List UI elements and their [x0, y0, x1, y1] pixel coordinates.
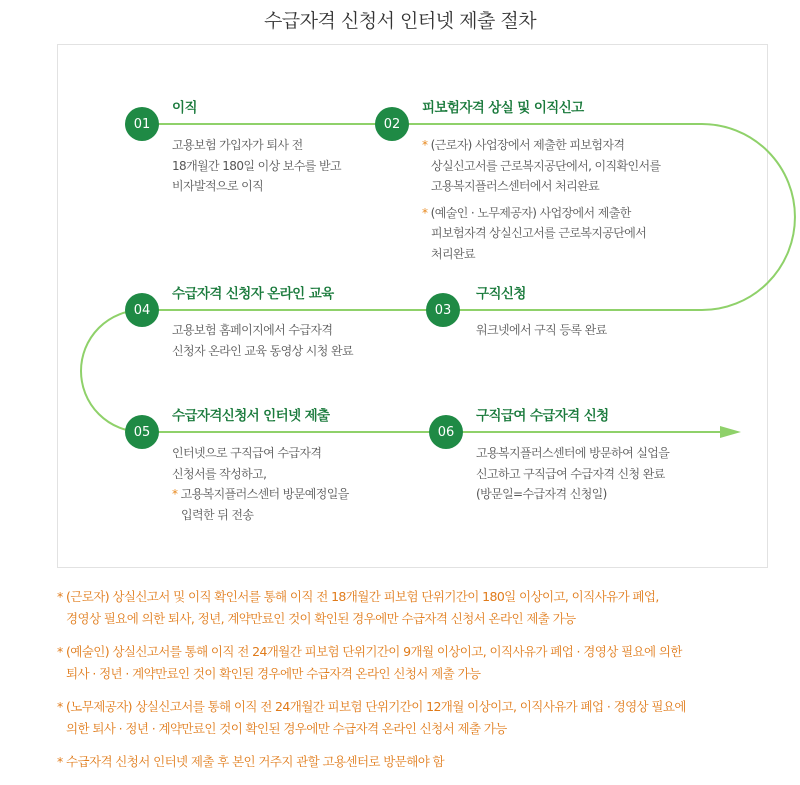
step-01-title: 이직 [172, 100, 197, 116]
notes-list [57, 586, 787, 785]
step-05-body [172, 443, 349, 525]
step-02-line: 처리완료 [431, 246, 475, 261]
step-02-line: 피보험자격 상실신고서를 근로복지공단에서 [431, 226, 647, 240]
step-03-number: 03 [426, 293, 460, 327]
flow-line-left [81, 310, 142, 432]
bullet-icon: * [57, 754, 63, 769]
step-01-line: 18개월간 180일 이상 보수를 받고 [172, 158, 341, 173]
step-04-title: 수급자격 신청자 온라인 교육 [172, 286, 334, 302]
step-03-line: 워크넷에서 구직 등록 완료 [476, 323, 607, 337]
flow-arrow-head [720, 426, 741, 438]
step-04-line: 신청자 온라인 교육 동영상 시청 완료 [172, 343, 353, 358]
step-01-number: 01 [125, 107, 159, 141]
step-06-line: 신고하고 구직급여 수급자격 신청 완료 [476, 466, 665, 481]
step-03-body [476, 320, 607, 341]
page-title: 수급자격 신청서 인터넷 제출 절차 [263, 10, 537, 32]
step-02-line: 상실신고서를 근로복지공단에서, 이직확인서를 [431, 158, 661, 173]
step-06-body [476, 443, 669, 505]
step-01-line: 고용보험 가입자가 퇴사 전 [172, 138, 303, 152]
bullet-icon: * [57, 589, 63, 604]
step-06-line: (방문일=수급자격 신청일) [476, 487, 607, 501]
note-item: * 수급자격 신청서 인터넷 제출 후 본인 거주지 관할 고용센터로 방문해야 함 [57, 754, 445, 769]
step-02-body [422, 135, 661, 264]
step-05-line: 신청서를 작성하고, [172, 466, 267, 481]
step-02-line: * (근로자) 사업장에서 제출한 피보험자격 [422, 138, 625, 152]
asterisk-icon: * [422, 138, 428, 152]
step-01-line: 비자발적으로 이직 [172, 179, 264, 193]
step-01-body [172, 135, 341, 197]
step-04-line: 고용보험 홈페이지에서 수급자격 [172, 323, 333, 337]
bullet-icon: * [57, 699, 63, 714]
step-05-line: 인터넷으로 구직급여 수급자격 [172, 446, 322, 460]
step-02-number: 02 [375, 107, 409, 141]
step-02-line: 고용복지플러스센터에서 처리완료 [431, 179, 600, 193]
step-05-line: 입력한 뒤 전송 [181, 507, 254, 522]
step-06-number: 06 [429, 415, 463, 449]
step-05-title: 수급자격신청서 인터넷 제출 [172, 408, 330, 424]
note-item: * (예술인) 상실신고서를 통해 이직 전 24개월간 피보험 단위기간이 9개월 이상이고, 이직사유가 폐업 · 경영상 필요에 의한 퇴사 · 정년 · 계약만료인 것이 확인된 경우에만 수급자격 온라인 신청서 제출 가능 [57, 644, 682, 681]
note-item: * (근로자) 상실신고서 및 이직 확인서를 통해 이직 전 18개월간 피보험 단위기간이 180일 이상이고, 이직사유가 폐업, 경영상 필요에 의한 퇴사, 정년, 계약만료인 것이 확인된 경우에만 수급자격 신청서 온라인 제출 가능 [57, 589, 659, 626]
step-05-number: 05 [125, 415, 159, 449]
step-03-title: 구직신청 [476, 286, 526, 302]
step-06-title: 구직급여 수급자격 신청 [476, 408, 609, 424]
asterisk-icon: * [172, 487, 178, 501]
step-06-line: 고용복지플러스센터에 방문하여 실업을 [476, 446, 670, 460]
step-02-title: 피보험자격 상실 및 이직신고 [422, 100, 584, 116]
step-05-line: * 고용복지플러스센터 방문예정일을 [172, 487, 349, 501]
step-04-body [172, 320, 353, 361]
bullet-icon: * [57, 644, 63, 659]
step-04-number: 04 [125, 293, 159, 327]
asterisk-icon: * [422, 205, 428, 220]
note-item: * (노무제공자) 상실신고서를 통해 이직 전 24개월간 피보험 단위기간이 12개월 이상이고, 이직사유가 폐업 · 경영상 필요에 의한 퇴사 · 정년 · 계약만료인 것이 확인된 경우에만 수급자격 온라인 신청서 제출 가능 [57, 699, 686, 736]
step-02-line: * (예술인 · 노무제공자) 사업장에서 제출한 [422, 205, 631, 220]
